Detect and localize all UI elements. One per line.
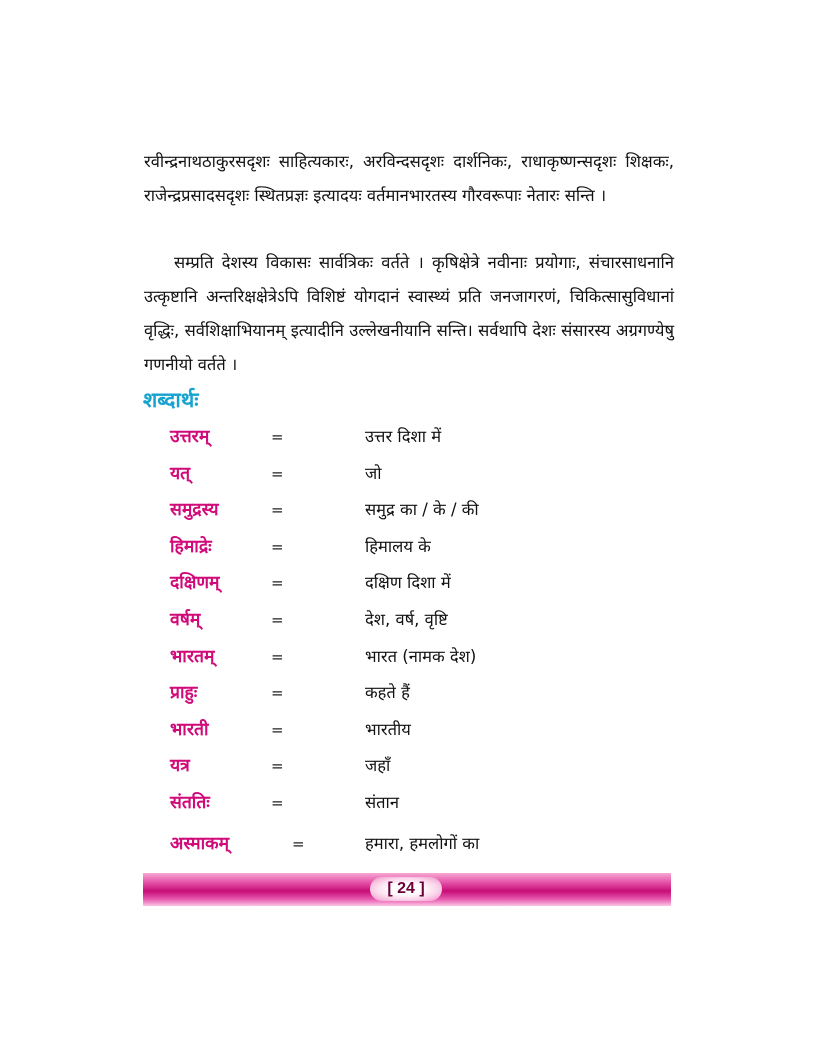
glossary-entry [170,420,650,457]
glossary-term: यत्र [170,756,190,777]
glossary-meaning: हिमालय के [365,536,431,556]
equals-sign: = [271,610,284,629]
glossary-entry [170,493,650,530]
glossary-entry [170,566,650,603]
glossary-term: यत् [170,463,191,484]
glossary-meaning: जहाँ [365,756,391,776]
glossary-term: उत्तरम् [170,427,210,447]
equals-sign: = [271,574,284,593]
equals-sign: = [271,793,284,812]
glossary-term: हिमाद्रेः [170,536,212,557]
glossary-entry [170,786,650,823]
glossary-entry [170,530,650,567]
paragraph-2: सम्प्रति देशस्य विकासः सार्वत्रिकः वर्तते । कृषिक्षेत्रे नवीनाः प्रयोगाः, संचारसाधनानि उत्कृष्टानि अन्तरिक्षक्षेत्रेऽपि विशिष्टं योगदानं स्वास्थ्यं प्रति जनजागरणं, चिकित्सासुविधानां वृद्धिः, सर्वशिक्षाभियानम् इत्यादीनि उल्लेखनीयानि सन्ति। सर्वथापि देशः संसारस्य अग्रगण्येषु गणनीयो वर्तते । [144,253,674,374]
glossary-meaning: उत्तर दिशा में [365,427,442,446]
equals-sign: = [271,647,284,666]
glossary-meaning: भारतीय [365,719,411,739]
glossary-term: भारतम् [170,646,215,667]
equals-sign: = [271,464,284,483]
glossary-entry [170,676,650,713]
glossary-entry [170,457,650,494]
glossary-meaning: देश, वर्ष, वृष्टि [365,609,448,629]
glossary-meaning: संतान [365,792,399,812]
glossary-term: अस्माकम् [170,833,230,854]
equals-sign: = [292,834,305,853]
glossary-term: प्राहुः [170,683,198,704]
glossary-heading: शब्दार्थः [143,388,199,412]
equals-sign: = [271,684,284,703]
glossary-meaning: कहते हैं [365,683,410,703]
equals-sign: = [271,501,284,520]
glossary-meaning: दक्षिण दिशा में [365,573,451,593]
glossary-meaning: भारत (नामक देश) [365,646,477,666]
glossary-term: दक्षिणम् [170,573,220,594]
glossary-meaning: समुद्र का / के / की [365,500,479,520]
equals-sign: = [271,537,284,556]
glossary-meaning: जो [365,463,382,483]
page-number: [ 24 ] [370,877,442,901]
glossary-meaning: हमारा, हमलोगों का [365,833,480,853]
glossary-term: वर्षम् [170,609,201,630]
glossary-entry [170,823,650,863]
glossary-entry [170,713,650,750]
equals-sign: = [271,720,284,739]
glossary-entry [170,749,650,786]
paragraph-1: रवीन्द्रनाथठाकुरसदृशः साहित्यकारः, अरविन्दसदृशः दार्शनिकः, राधाकृष्णन्सदृशः शिक्षकः, राजेन्द्रप्रसादसदृशः स्थितप्रज्ञः इत्यादयः वर्तमानभारतस्य गौरवरूपाः नेतारः सन्ति । [144,152,674,205]
glossary-list [170,420,650,863]
glossary-term: संततिः [170,792,210,813]
equals-sign: = [271,428,284,446]
glossary-term: भारती [170,719,209,740]
equals-sign: = [271,757,284,776]
glossary-entry [170,640,650,677]
glossary-entry [170,603,650,640]
glossary-term: समुद्रस्य [170,500,219,521]
